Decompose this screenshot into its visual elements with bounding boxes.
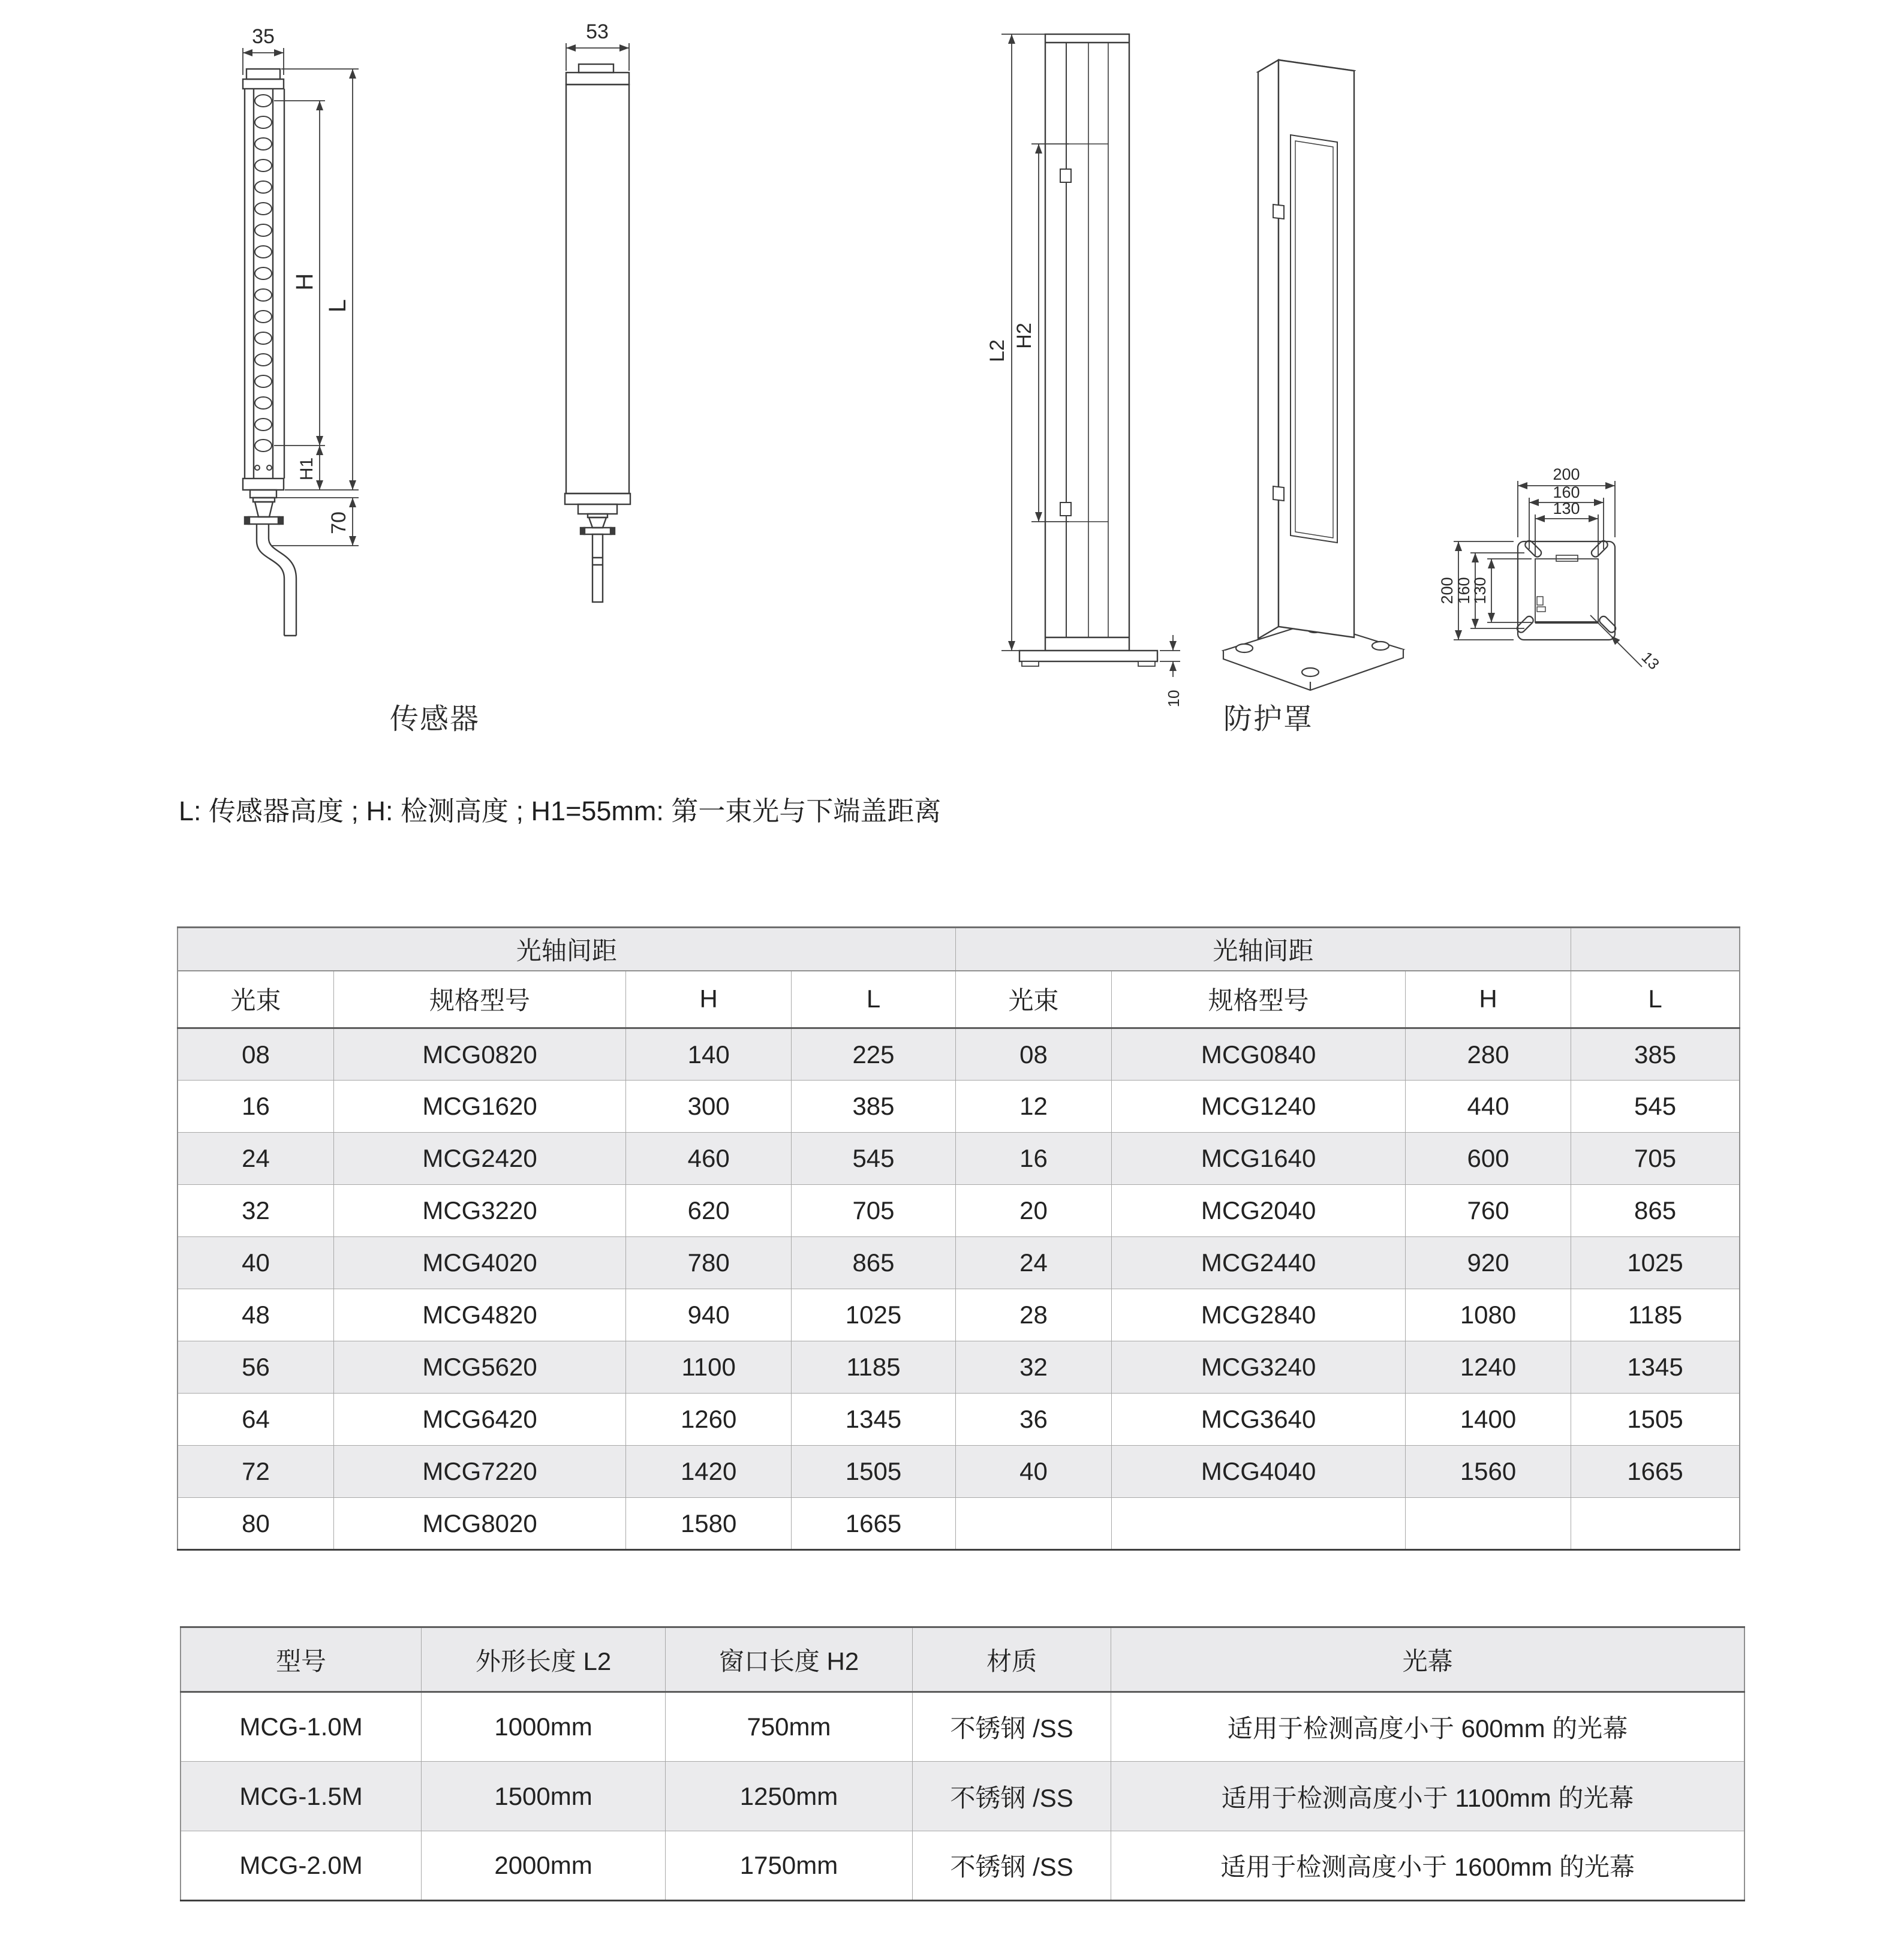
table-cell: 1100 [626,1341,792,1394]
table-cell: MCG-1.5M [181,1762,422,1831]
table-cell: 适用于检测高度小于 600mm 的光幕 [1111,1692,1744,1762]
base-plate-top-view-drawing [1433,462,1733,678]
dim-label-h: H [291,273,318,291]
table-cell [1571,1498,1740,1550]
table-cell: 48 [178,1289,333,1341]
table-cell: 705 [792,1185,956,1237]
table-cell: 385 [792,1081,956,1133]
table-cell: 300 [626,1081,792,1133]
dim-label-130-h: 130 [1553,499,1580,517]
col-header-model-left: 规格型号 [333,971,625,1028]
col-header-outer-length: 外形长度 L2 [422,1627,666,1692]
table-cell: 1750mm [665,1831,912,1901]
table-cell: MCG5620 [333,1341,625,1394]
cover-table-header-row [181,1627,1744,1692]
sensor-figure-label: 传感器 [389,703,480,735]
table-cell: 1185 [792,1341,956,1394]
table-cell: MCG3640 [1112,1394,1406,1446]
table-cell: 1400 [1405,1394,1571,1446]
table-cell: MCG7220 [333,1446,625,1498]
table-cell: 32 [178,1185,333,1237]
table-cell: MCG3240 [1112,1341,1406,1394]
table-cell: MCG2040 [1112,1185,1406,1237]
dim-label-h1: H1 [297,457,317,481]
table-cell: 280 [1405,1028,1571,1081]
table-row [178,1028,1740,1081]
table-cell: MCG-1.0M [181,1692,422,1762]
table-cell: MCG4820 [333,1289,625,1341]
table-cell: MCG0840 [1112,1028,1406,1081]
col-header-beams-left: 光束 [178,971,333,1028]
table-row [181,1762,1744,1831]
table-cell [1405,1498,1571,1550]
table-cell: 16 [178,1081,333,1133]
table-row [178,1081,1740,1133]
table-cell: 1560 [1405,1446,1571,1498]
table-cell: 不锈钢 /SS [913,1831,1111,1901]
cover-figure-label: 防护罩 [1223,703,1313,735]
table-cell: MCG1240 [1112,1081,1406,1133]
table-row [178,1237,1740,1289]
table-row [178,1185,1740,1237]
cover-model-table [180,1626,1745,1901]
table-cell: 750mm [665,1692,912,1762]
table-cell: 1665 [792,1498,956,1550]
table-cell: 适用于检测高度小于 1600mm 的光幕 [1111,1831,1744,1901]
optical-axis-spacing-table [177,926,1740,1551]
table-cell: 72 [178,1446,333,1498]
col-header-window-length: 窗口长度 H2 [665,1627,912,1692]
table-cell: 36 [955,1394,1111,1446]
col-header-h-left: H [626,971,792,1028]
table-cell: 760 [1405,1185,1571,1237]
column-header-row [178,971,1740,1028]
cover-iso-body [1258,60,1354,639]
table-cell: MCG0820 [333,1028,625,1081]
table-cell: 1080 [1405,1289,1571,1341]
table-row [181,1831,1744,1901]
dim-label-160-h: 160 [1553,483,1580,501]
table-cell: 780 [626,1237,792,1289]
table-row [178,1289,1740,1341]
sensor-front-view-drawing [222,18,402,714]
dim-label-160-v: 160 [1455,577,1473,604]
table-cell: 940 [626,1289,792,1341]
table-cell: 865 [792,1237,956,1289]
sensor-front-body [243,69,296,636]
table-cell: 40 [955,1446,1111,1498]
table-cell: MCG-2.0M [181,1831,422,1901]
table-row [178,1133,1740,1185]
table-cell: 1580 [626,1498,792,1550]
table-cell: MCG2420 [333,1133,625,1185]
table-cell: 1025 [792,1289,956,1341]
table-cell: MCG1620 [333,1081,625,1133]
group-header-right: 光轴间距 [955,928,1571,971]
table-cell: 24 [178,1133,333,1185]
col-header-material: 材质 [913,1627,1111,1692]
dim-label-200-v: 200 [1438,577,1456,604]
table-cell: 385 [1571,1028,1740,1081]
table-cell: 1420 [626,1446,792,1498]
col-header-model-right: 规格型号 [1112,971,1406,1028]
table-cell: 20 [955,1185,1111,1237]
table-cell: 1345 [792,1394,956,1446]
table-cell: 1000mm [422,1692,666,1762]
table-cell: MCG4020 [333,1237,625,1289]
dim-label-13: 13 [1638,648,1664,673]
col-header-l-left: L [792,971,956,1028]
cover-front-view-drawing [959,15,1211,735]
table-cell: 1500mm [422,1762,666,1831]
table-cell: 440 [1405,1081,1571,1133]
table-cell: 865 [1571,1185,1740,1237]
table-cell: 28 [955,1289,1111,1341]
table-cell: 545 [1571,1081,1740,1133]
table-row [178,1341,1740,1394]
table-cell: 24 [955,1237,1111,1289]
dim-label-h2: H2 [1013,323,1036,349]
table-cell: 620 [626,1185,792,1237]
col-header-model: 型号 [181,1627,422,1692]
table-cell: 1505 [1571,1394,1740,1446]
table-cell: MCG3220 [333,1185,625,1237]
table-cell: 不锈钢 /SS [913,1762,1111,1831]
table-cell: MCG2840 [1112,1289,1406,1341]
table-cell: 140 [626,1028,792,1081]
col-header-l-right: L [1571,971,1740,1028]
group-header-blank [1571,928,1740,971]
dim-label-l: L [324,299,351,313]
table-cell: 1185 [1571,1289,1740,1341]
dim-label-53: 53 [586,20,609,43]
table-cell: MCG1640 [1112,1133,1406,1185]
table-cell: 08 [955,1028,1111,1081]
table-cell: 不锈钢 /SS [913,1692,1111,1762]
table-cell: 1260 [626,1394,792,1446]
table-cell: 08 [178,1028,333,1081]
table-row [178,1498,1740,1550]
table-cell: 920 [1405,1237,1571,1289]
table-cell: 1240 [1405,1341,1571,1394]
table-cell: 1345 [1571,1341,1740,1394]
table-cell: 32 [955,1341,1111,1394]
col-header-curtain: 光幕 [1111,1627,1744,1692]
table-cell: 12 [955,1081,1111,1133]
table-row [178,1394,1740,1446]
sensor-side-body [565,64,630,602]
table-cell [955,1498,1111,1550]
sensor-beam-lenses [255,95,272,470]
table-cell: 1505 [792,1446,956,1498]
group-header-row [178,928,1740,971]
dim-label-70: 70 [327,511,350,534]
table-cell: 适用于检测高度小于 1100mm 的光幕 [1111,1762,1744,1831]
table-cell: MCG8020 [333,1498,625,1550]
sensor-side-dimensions [566,20,629,71]
table-cell: 56 [178,1341,333,1394]
table-cell: MCG4040 [1112,1446,1406,1498]
col-header-h-right: H [1405,971,1571,1028]
dim-label-130-v: 130 [1471,577,1489,604]
table-cell: 40 [178,1237,333,1289]
table-cell: 80 [178,1498,333,1550]
dim-label-l2: L2 [986,339,1009,362]
dimension-caption: L: 传感器高度 ; H: 检测高度 ; H1=55mm: 第一束光与下端盖距离 [179,796,942,826]
table-cell: 2000mm [422,1831,666,1901]
base-plate-dimensions [1438,465,1663,673]
group-header-left: 光轴间距 [178,928,955,971]
table-cell: 1250mm [665,1762,912,1831]
dim-label-10: 10 [1165,690,1183,708]
cover-isometric-drawing [1211,15,1415,729]
base-plate-outline [1515,539,1617,640]
table-cell: MCG2440 [1112,1237,1406,1289]
table-cell: 64 [178,1394,333,1446]
cover-front-body [1019,34,1157,666]
table-cell: 705 [1571,1133,1740,1185]
table-cell: 545 [792,1133,956,1185]
table-cell [1112,1498,1406,1550]
table-cell: 1025 [1571,1237,1740,1289]
table-cell: 16 [955,1133,1111,1185]
table-cell: 460 [626,1133,792,1185]
table-cell: 600 [1405,1133,1571,1185]
dim-label-200-h: 200 [1553,465,1580,483]
table-cell: 225 [792,1028,956,1081]
col-header-beams-right: 光束 [955,971,1111,1028]
table-cell: 1665 [1571,1446,1740,1498]
table-row [181,1692,1744,1762]
table-row [178,1446,1740,1498]
table-cell: MCG6420 [333,1394,625,1446]
dim-label-35: 35 [252,25,275,48]
sensor-side-view-drawing [528,18,672,714]
